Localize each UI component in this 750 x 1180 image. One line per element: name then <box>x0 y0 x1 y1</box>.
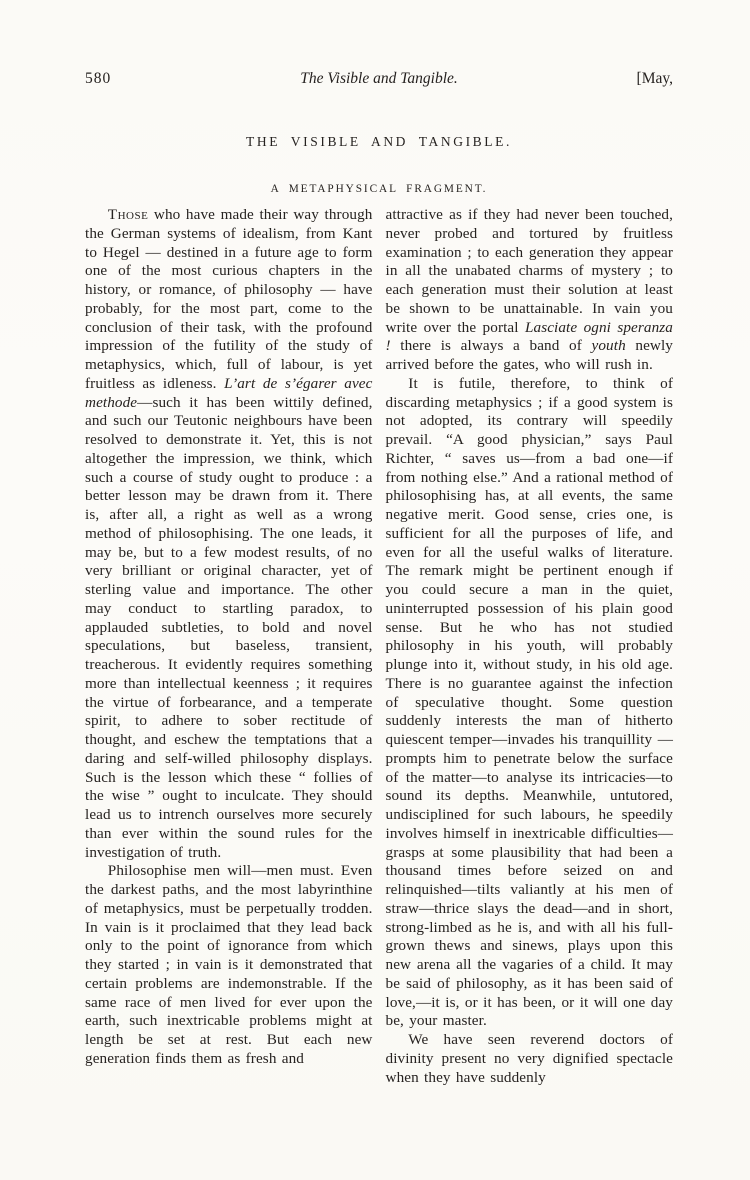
paragraph <box>386 1031 674 1087</box>
text-run: We have seen reverend doctors of divinity present no very dignified spectacle when they have suddenly <box>385 1031 673 1086</box>
paragraph <box>85 862 373 1068</box>
article-title: THE VISIBLE AND TANGIBLE. <box>246 134 512 149</box>
italic-text-run: Lasciate ogni speranza ! <box>385 318 674 355</box>
text-run: there is always a band of <box>390 337 592 355</box>
right-column <box>386 206 674 1087</box>
text-columns <box>85 206 673 1087</box>
text-run: newly arrived before the gates, who will rush in. <box>385 337 673 373</box>
running-title: The Visible and Tangible. <box>300 70 458 87</box>
running-head <box>85 70 673 88</box>
text-run: Philosophise men will—men must. Even the darkest paths, and the most labyrinthine of metaphysics, must be perpetually trodden. In vain is it proclaimed that they lead back only to the point of ignorance from which they started ; in vain is it demonstrated that certain problems are indemonstrable. If the same race of men lived for ever upon the earth, such inextricable problems might at length be set at rest. But each new generation finds them as fresh and <box>85 862 373 1067</box>
paragraph <box>386 375 674 1031</box>
article-subtitle: A METAPHYSICAL FRAGMENT. <box>270 183 488 195</box>
issue-date: [May, <box>636 70 673 87</box>
text-run: who have made their way through the German systems of idealism, from Kant to Hegel — destined in a future age to form one of the most curious chapters in the history, or romance, of philosophy — have probably, for the most part, come to the conclusion of their task, with the profound impression of the futility of the study of metaphysics, which, full of labour, is yet fruitless as idleness. <box>85 206 373 392</box>
italic-text-run: L’art de s’égarer avec methode <box>85 374 373 411</box>
text-run: attractive as if they had never been touched, never probed and tortured by fruitless examination ; to each generation they appear in all the unabated charms of mystery ; to each generation must their solution at least be shown to be unattainable. In vain you write over the portal <box>385 206 673 336</box>
paragraph <box>85 206 373 862</box>
small-caps-text-run: Those <box>107 206 149 223</box>
text-run: —such it has been wittily defined, and such our Teutonic neighbours have been resolved to demonstrate it. Yet, this is not altogether the impression, we think, which such a course of study ought to produce : a better lesson may be drawn from it. There is, after all, a right as well as a wrong method of philosophising. The one leads, it may be, but to a few modest results, of no very brilliant or original character, yet of sterling value and importance. The other may conduct to startling paradox, to applauded subtleties, to bold and novel speculations, but baseless, transient, treacherous. It evidently requires something more than intellectual keenness ; it requires the virtue of forbearance, and a temperate spirit, to adhere to sober rectitude of thought, and eschew the temptations that a daring and self-willed philosophy displays. Such is the lesson which these “ follies of the wise ” ought to inculcate. They should lead us to intrench ourselves more securely than ever within the sound rules for the investigation of truth. <box>85 393 373 861</box>
left-column <box>85 206 373 1087</box>
text-run: It is futile, therefore, to think of discarding metaphysics ; if a good system is not adopted, its contrary will speedily prevail. “A good physician,” says Paul Richter, “ saves us—from a bad one—if from nothing else.” And a rational method of philosophising has, at all events, the same negative merit. Good sense, cries one, is sufficient for all the purposes of life, and even for all the useful walks of literature. The remark might be pertinent enough if you could secure a man in the quiet, uninterrupted possession of his plain good sense. But he who has not studied philosophy in his youth, will probably plunge into it, without study, in his old age. There is no guarantee against the infection of speculative thought. Some question suddenly interests the man of hitherto quiescent temper—invades his tranquillity — prompts him to penetrate below the surface of the matter—to analyse its intricacies—to sound its depths. Meanwhile, untutored, undisciplined for such labours, he speedily involves himself in inextricable difficulties—grasps at some plausibility that had been a thousand times before seized on and relinquished—tilts valiantly at his men of straw—thrice slays the dead—and in short, strong-limbed as he is, and with all his full-grown thews and sinews, plays upon this new arena all the vagaries of a child. It may be said of philosophy, as it has been said of love,—it is, or it has been, or it will one day be, your master. <box>385 374 673 1030</box>
page-number: 580 <box>85 70 112 87</box>
paragraph-continuation <box>386 206 674 375</box>
italic-text-run: youth <box>591 337 626 355</box>
